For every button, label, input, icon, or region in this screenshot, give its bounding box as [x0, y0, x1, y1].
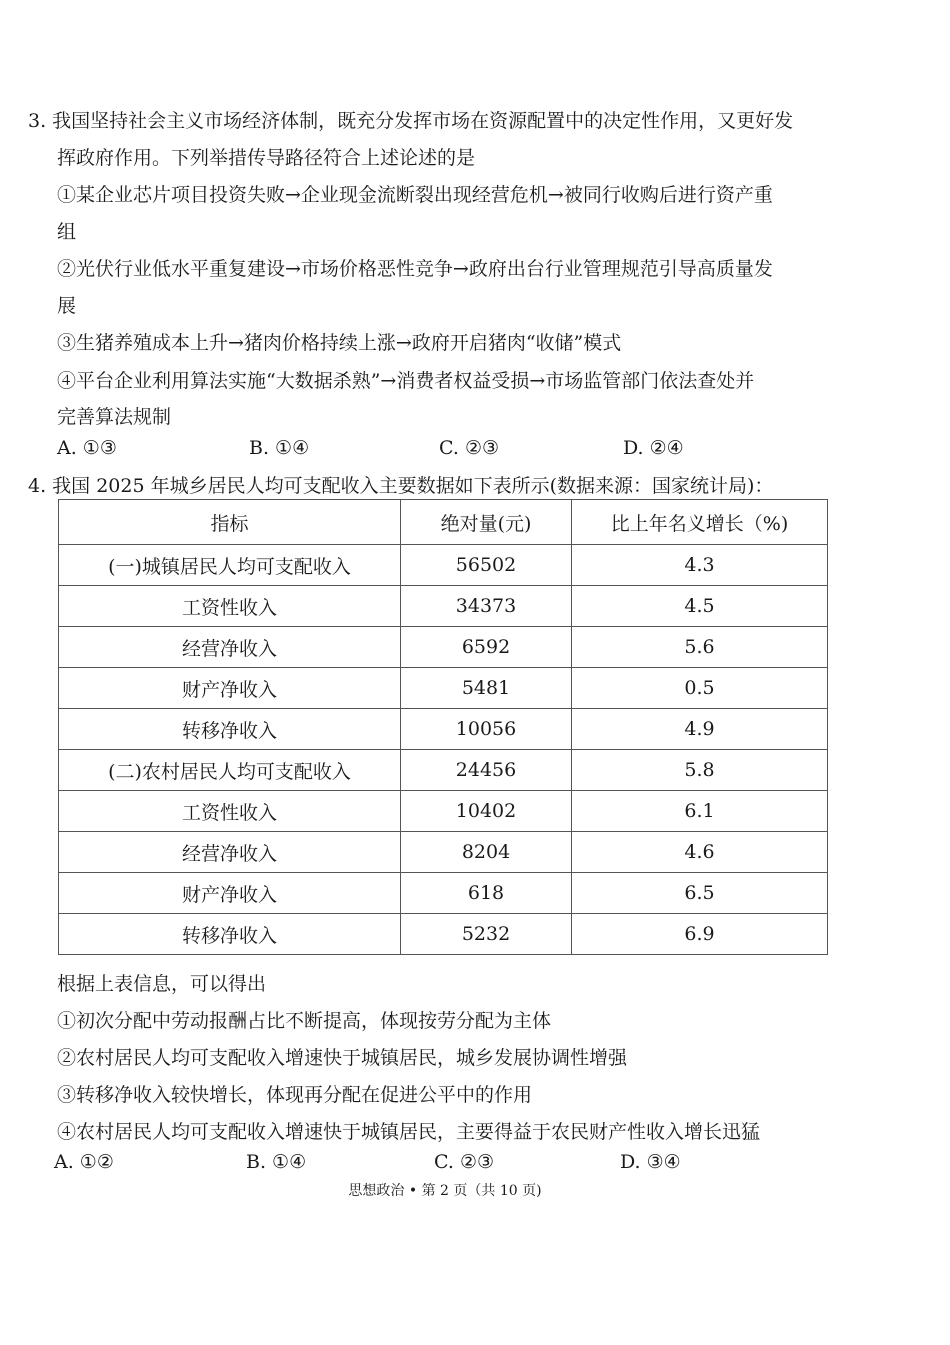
table-header-row [59, 500, 828, 545]
cell-absolute: 5481 [401, 668, 572, 709]
cell-indicator: 转移净收入 [59, 914, 401, 955]
q3-choice-a[interactable]: A. ①③ [57, 437, 117, 459]
cell-indicator: 财产净收入 [59, 668, 401, 709]
cell-growth: 5.8 [572, 750, 828, 791]
q3-choice-d[interactable]: D. ②④ [623, 437, 684, 459]
table-row [59, 627, 828, 668]
table-row [59, 832, 828, 873]
cell-absolute: 5232 [401, 914, 572, 955]
cell-growth: 6.9 [572, 914, 828, 955]
cell-absolute: 618 [401, 873, 572, 914]
cell-absolute: 6592 [401, 627, 572, 668]
page-footer: 思想政治 • 第 2 页（共 10 页) [348, 1183, 542, 1199]
q3-option-4-line2: 完善算法规制 [57, 406, 172, 428]
q3-stem-line2: 挥政府作用。下列举措传导路径符合上述论述的是 [57, 147, 476, 169]
cell-absolute: 24456 [401, 750, 572, 791]
q3-option-2-line2: 展 [57, 295, 77, 317]
cell-indicator: 经营净收入 [59, 627, 401, 668]
q4-choice-b[interactable]: B. ①④ [246, 1151, 307, 1173]
q4-option-4: ④农村居民人均可支配收入增速快于城镇居民，主要得益于农民财产性收入增长迅猛 [57, 1121, 761, 1143]
income-table [58, 499, 828, 955]
q3-option-2-line1: ②光伏行业低水平重复建设→市场价格恶性竞争→政府出台行业管理规范引导高质量发 [57, 258, 773, 280]
header-growth: 比上年名义增长（%) [572, 500, 828, 545]
table-row [59, 750, 828, 791]
table-row [59, 668, 828, 709]
q4-option-1: ①初次分配中劳动报酬占比不断提高，体现按劳分配为主体 [57, 1010, 552, 1032]
cell-indicator: 工资性收入 [59, 791, 401, 832]
cell-growth: 5.6 [572, 627, 828, 668]
q4-choice-c[interactable]: C. ②③ [434, 1151, 495, 1173]
cell-absolute: 8204 [401, 832, 572, 873]
cell-growth: 4.6 [572, 832, 828, 873]
q3-option-1-line2: 组 [57, 221, 77, 243]
q4-choice-a[interactable]: A. ①② [54, 1151, 114, 1173]
q3-stem-line1: 3. 我国坚持社会主义市场经济体制，既充分发挥市场在资源配置中的决定性作用，又更好发 [28, 110, 794, 132]
table-row [59, 709, 828, 750]
q4-choice-d[interactable]: D. ③④ [620, 1151, 681, 1173]
q3-choice-b[interactable]: B. ①④ [249, 437, 310, 459]
cell-absolute: 34373 [401, 586, 572, 627]
table-row [59, 791, 828, 832]
cell-indicator: 财产净收入 [59, 873, 401, 914]
cell-growth: 4.9 [572, 709, 828, 750]
cell-growth: 6.5 [572, 873, 828, 914]
cell-indicator: (二)农村居民人均可支配收入 [59, 750, 401, 791]
q4-stem: 4. 我国 2025 年城乡居民人均可支配收入主要数据如下表所示(数据来源：国家统计局)： [28, 475, 774, 497]
cell-growth: 4.5 [572, 586, 828, 627]
cell-growth: 4.3 [572, 545, 828, 586]
header-indicator: 指标 [59, 500, 401, 545]
q3-option-1-line1: ①某企业芯片项目投资失败→企业现金流断裂出现经营危机→被同行收购后进行资产重 [57, 184, 773, 206]
cell-indicator: 经营净收入 [59, 832, 401, 873]
cell-indicator: 转移净收入 [59, 709, 401, 750]
q4-lead: 根据上表信息，可以得出 [57, 973, 267, 995]
cell-absolute: 10056 [401, 709, 572, 750]
cell-indicator: 工资性收入 [59, 586, 401, 627]
q3-choice-c[interactable]: C. ②③ [439, 437, 500, 459]
cell-absolute: 56502 [401, 545, 572, 586]
table-row [59, 914, 828, 955]
cell-growth: 0.5 [572, 668, 828, 709]
cell-indicator: (一)城镇居民人均可支配收入 [59, 545, 401, 586]
q3-option-4-line1: ④平台企业利用算法实施“大数据杀熟”→消费者权益受损→市场监管部门依法查处并 [57, 370, 755, 392]
table-row [59, 873, 828, 914]
table-row [59, 586, 828, 627]
cell-growth: 6.1 [572, 791, 828, 832]
table-row [59, 545, 828, 586]
cell-absolute: 10402 [401, 791, 572, 832]
q4-option-3: ③转移净收入较快增长，体现再分配在促进公平中的作用 [57, 1084, 533, 1106]
q3-option-3: ③生猪养殖成本上升→猪肉价格持续上涨→政府开启猪肉“收储”模式 [57, 332, 622, 354]
q4-option-2: ②农村居民人均可支配收入增速快于城镇居民，城乡发展协调性增强 [57, 1047, 628, 1069]
header-absolute: 绝对量(元) [401, 500, 572, 545]
